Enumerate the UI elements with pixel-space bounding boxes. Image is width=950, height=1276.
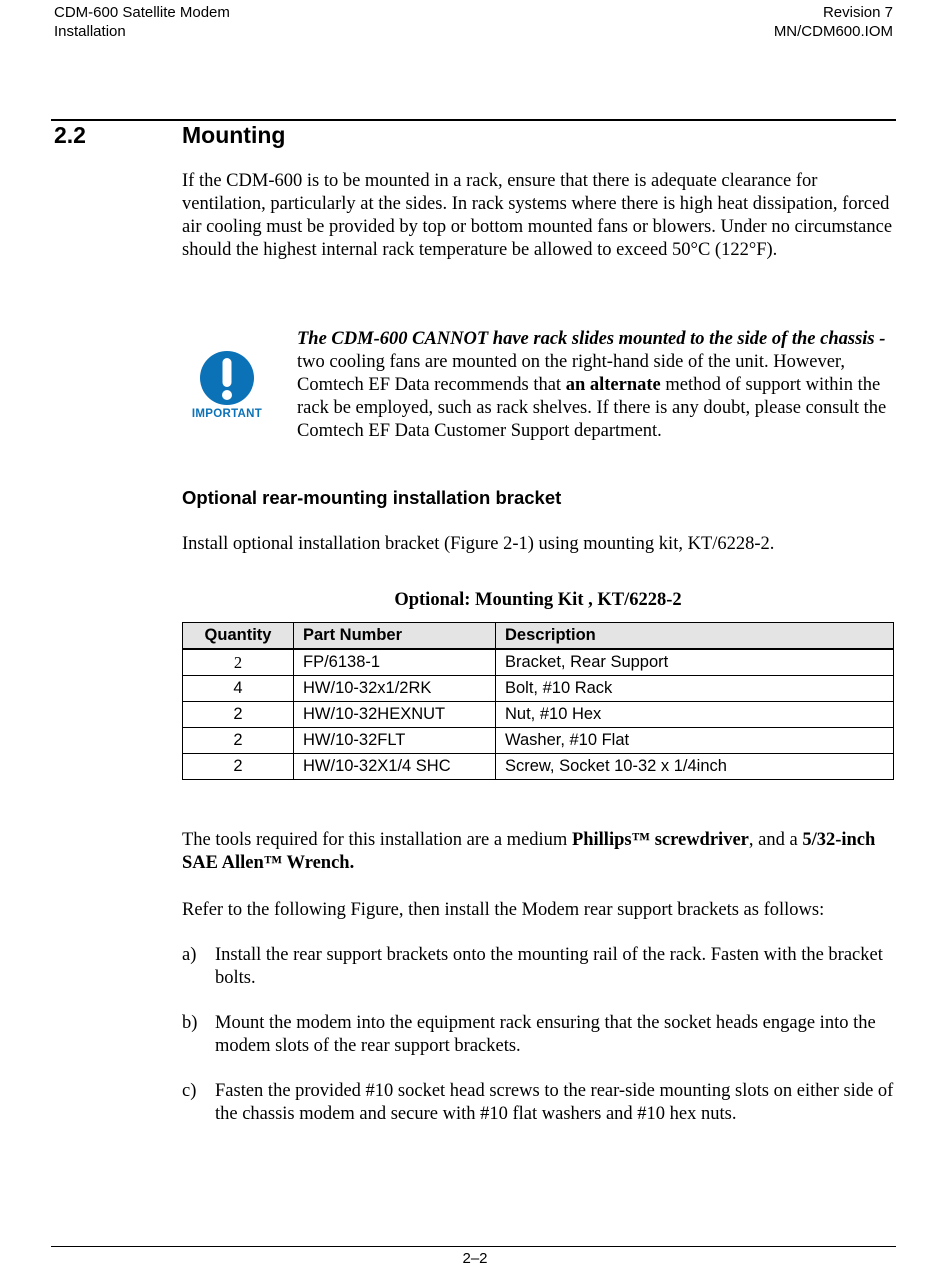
important-note-text [297, 328, 897, 443]
step-item [182, 1012, 894, 1058]
page-number: 2–2 [462, 1250, 488, 1267]
step-label: c) [182, 1081, 197, 1101]
step-label: a) [182, 945, 197, 965]
cell-quantity: 2 [183, 728, 294, 754]
cell-part-number: HW/10-32HEXNUT [294, 702, 496, 728]
cell-part-number: HW/10-32X1/4 SHC [294, 754, 496, 780]
footer-rule [51, 1246, 896, 1247]
subsection-paragraph: Install optional installation bracket (Figure 2-1) using mounting kit, KT/6228-2. [182, 534, 775, 554]
note-lead: The CDM-600 CANNOT have rack slides mounted to the side of the chassis - [297, 329, 886, 349]
cell-quantity: 2 [183, 649, 294, 676]
step-text: Mount the modem into the equipment rack ensuring that the socket heads engage into the modem slots of the rear support brackets. [215, 1013, 876, 1056]
cell-part-number: HW/10-32x1/2RK [294, 676, 496, 702]
step-text: Install the rear support brackets onto the mounting rail of the rack. Fasten with the bracket bolts. [215, 945, 883, 988]
tools-text-2: , and a [748, 830, 803, 850]
step-label: b) [182, 1013, 198, 1033]
cell-part-number: HW/10-32FLT [294, 728, 496, 754]
note-emphasis: an alternate [565, 375, 661, 395]
section-title: Mounting [182, 122, 286, 148]
exclamation-icon [199, 350, 255, 406]
subsection-title: Optional rear-mounting installation bracket [182, 487, 562, 508]
cell-quantity: 2 [183, 754, 294, 780]
cell-description: Bracket, Rear Support [496, 649, 894, 676]
tools-screwdriver: Phillips™ screwdriver [571, 830, 749, 850]
note-text-2: method of support within the rack be employed, such as rack shelves. If there is any doubt, please consult the Comtech EF Data Customer Support department. [297, 375, 887, 441]
page-header-right [774, 3, 893, 41]
cell-description: Screw, Socket 10-32 x 1/4inch [496, 754, 894, 780]
refer-paragraph: Refer to the following Figure, then install the Modem rear support brackets as follows: [182, 900, 825, 920]
important-callout [188, 350, 266, 420]
cell-quantity: 2 [183, 702, 294, 728]
cell-quantity: 4 [183, 676, 294, 702]
column-header-quantity: Quantity [183, 623, 294, 650]
cell-description: Nut, #10 Hex [496, 702, 894, 728]
tools-wrench: 5/32-inch SAE Allen™ Wrench. [182, 830, 876, 873]
column-header-description: Description [496, 623, 894, 650]
table-row [183, 728, 894, 754]
cell-part-number: FP/6138-1 [294, 649, 496, 676]
important-label: IMPORTANT [191, 408, 263, 420]
intro-paragraph: If the CDM-600 is to be mounted in a rack, ensure that there is adequate clearance for ventilation, particularly at the sides. In rack systems where there is high heat dissipation, forced air cooling must be provided by top or bottom mounted fans or blowers. Under no circumstance should the highest internal rack temperature be allowed to exceed 50°C (122°F). [182, 171, 893, 260]
page-header-left [54, 3, 230, 41]
step-item [182, 944, 894, 990]
table-header-row [183, 623, 894, 650]
step-item [182, 1080, 894, 1126]
note-text-1: two cooling fans are mounted on the right-hand side of the unit. However, Comtech EF Data recommends that [297, 352, 845, 395]
document-title: CDM-600 Satellite Modem [54, 4, 230, 21]
column-header-part-number: Part Number [294, 623, 496, 650]
chapter-name: Installation [54, 23, 126, 40]
revision-label: Revision 7 [822, 4, 893, 21]
cell-description: Washer, #10 Flat [496, 728, 894, 754]
tools-paragraph [182, 829, 894, 875]
step-text: Fasten the provided #10 socket head screws to the rear-side mounting slots on either side of the chassis modem and secure with #10 flat washers and #10 hex nuts. [215, 1081, 894, 1124]
document-number: MN/CDM600.IOM [773, 23, 893, 40]
cell-description: Bolt, #10 Rack [496, 676, 894, 702]
table-row [183, 702, 894, 728]
table-caption: Optional: Mounting Kit , KT/6228-2 [394, 590, 682, 610]
section-rule [51, 119, 896, 121]
section-number: 2.2 [54, 122, 86, 148]
parts-table [182, 622, 894, 780]
tools-text-1: The tools required for this installation are a medium [182, 830, 572, 850]
table-row [183, 649, 894, 676]
table-row [183, 676, 894, 702]
table-row [183, 754, 894, 780]
